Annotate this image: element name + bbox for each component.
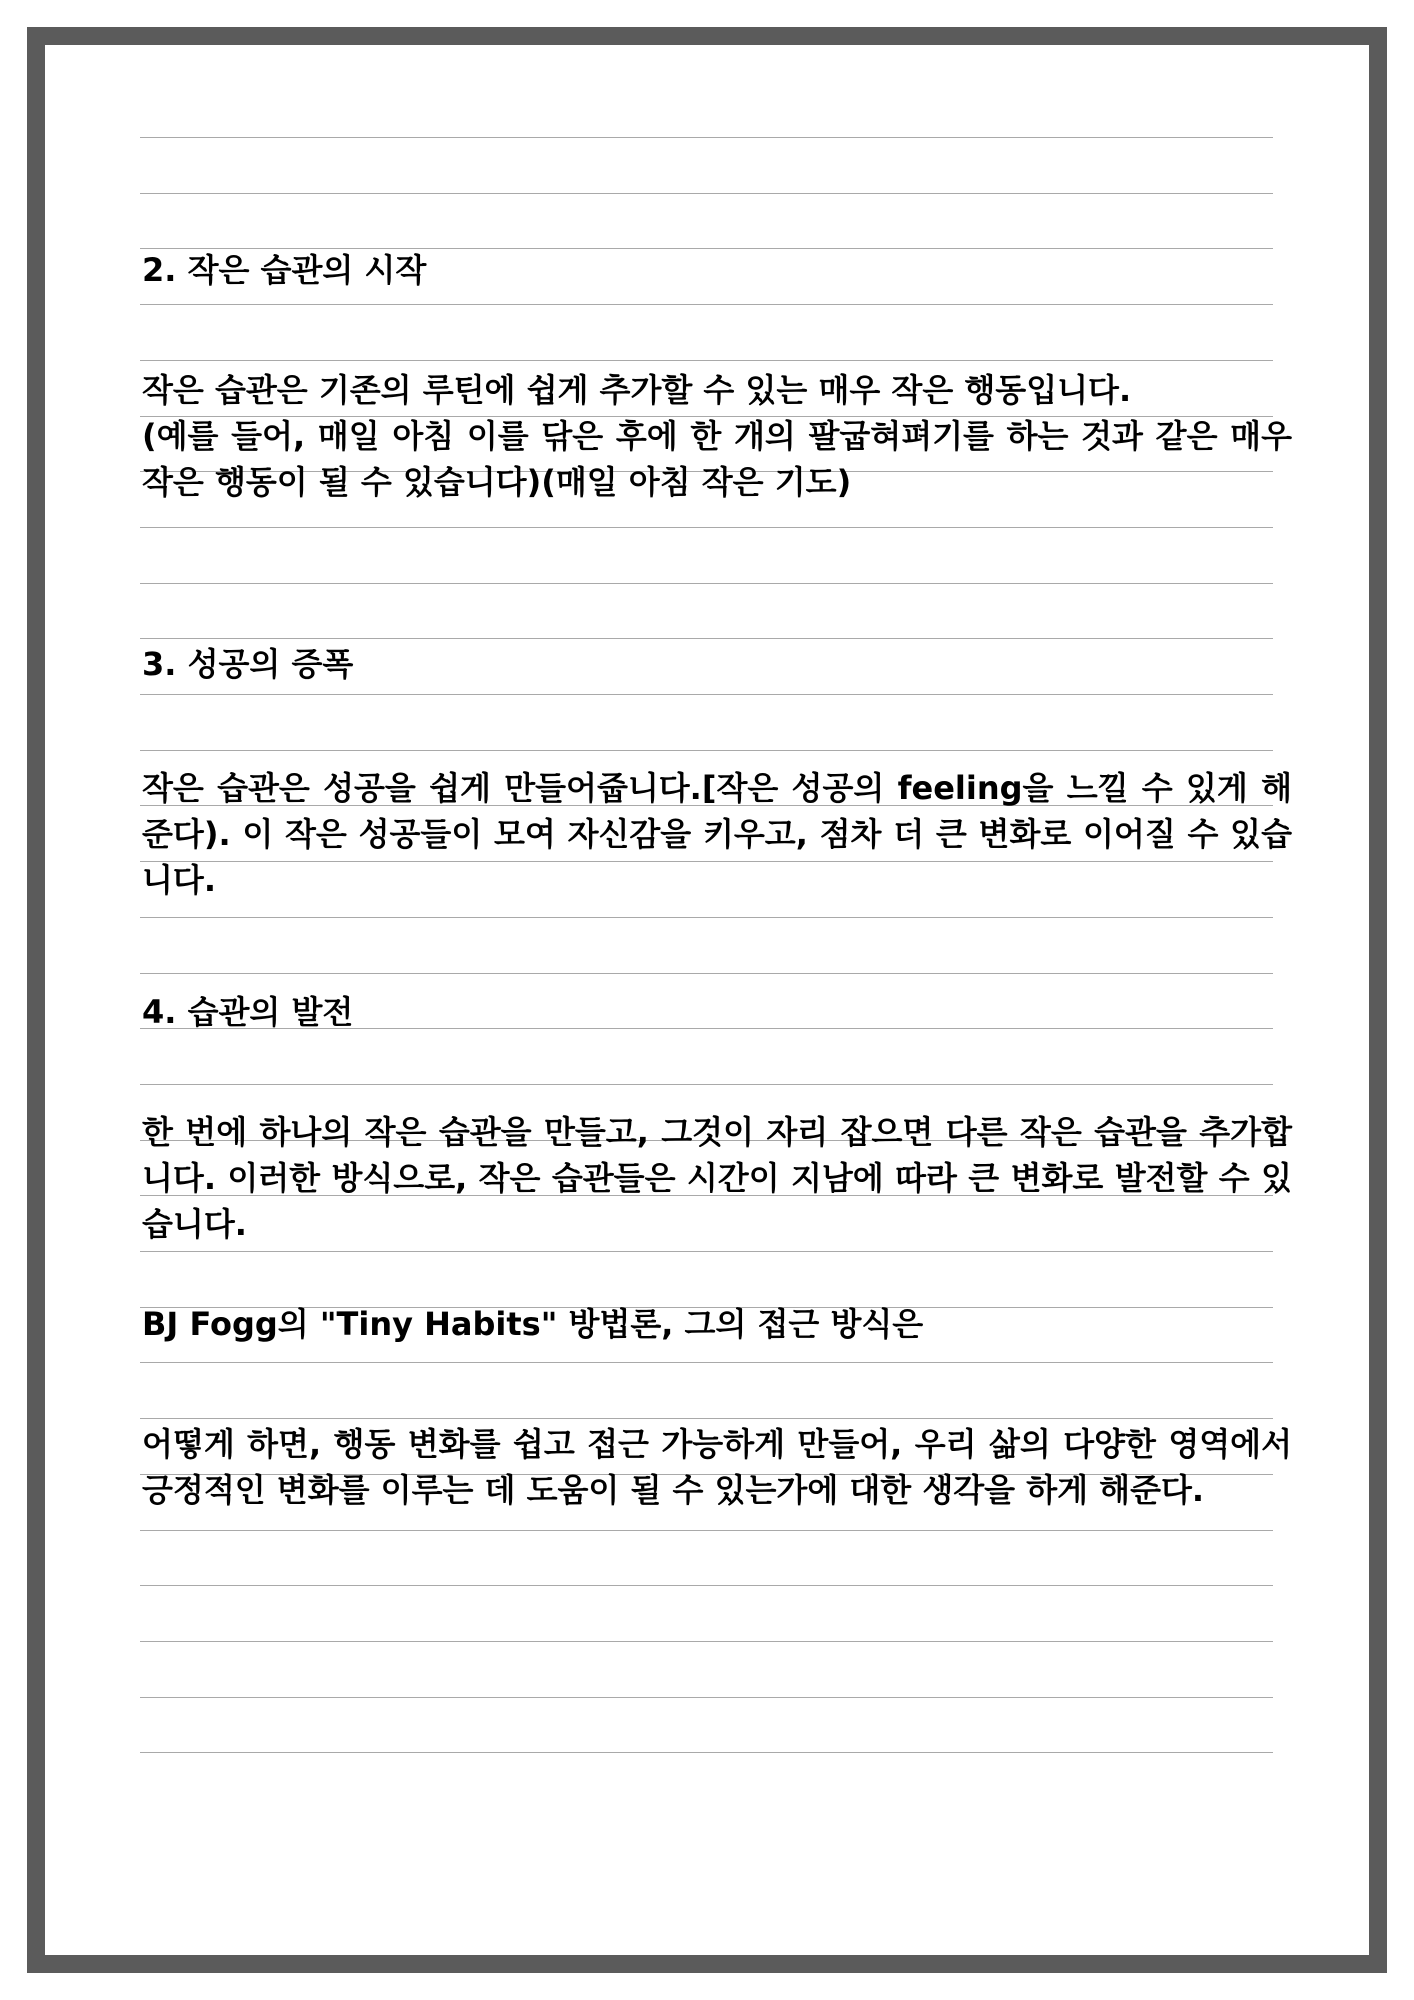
section-2-heading: 2. 작은 습관의 시작 bbox=[142, 251, 427, 289]
section-2-body: 작은 습관은 기존의 루틴에 쉽게 추가할 수 있는 매우 작은 행동입니다. (예를 들어, 매일 아침 이를 닦은 후에 한 개의 팔굽혀펴기를 하는 것과 같은 매우 작은 행동이 될 수 있습니다)(매일 아침 작은 기도) bbox=[142, 371, 1292, 501]
ruled-line bbox=[140, 1084, 1273, 1085]
ruled-line bbox=[140, 583, 1273, 584]
section-3-body: 작은 습관은 성공을 쉽게 만들어줍니다.[작은 성공의 feeling을 느낄 수 있게 해준다). 이 작은 성공들이 모여 자신감을 키우고, 점차 더 큰 변화로 이어질 수 있습니다. bbox=[142, 769, 1292, 899]
ruled-line bbox=[140, 137, 1273, 138]
ruled-line bbox=[140, 304, 1273, 305]
section-4-heading: 4. 습관의 발전 bbox=[142, 993, 354, 1031]
ruled-line bbox=[140, 527, 1273, 528]
ruled-line bbox=[140, 973, 1273, 974]
ruled-line bbox=[140, 1641, 1273, 1642]
section-4-body: 한 번에 하나의 작은 습관을 만들고, 그것이 자리 잡으면 다른 작은 습관을 추가합니다. 이러한 방식으로, 작은 습관들은 시간이 지남에 따라 큰 변화로 발전할 수 있습니다. bbox=[142, 1113, 1292, 1243]
ruled-line bbox=[140, 360, 1273, 361]
ruled-line bbox=[140, 1530, 1273, 1531]
ruled-line bbox=[140, 1697, 1273, 1698]
ruled-line bbox=[140, 1418, 1273, 1419]
ruled-line bbox=[140, 750, 1273, 751]
ruled-line bbox=[140, 694, 1273, 695]
ruled-line bbox=[140, 193, 1273, 194]
ruled-line bbox=[140, 248, 1273, 249]
ruled-line bbox=[140, 1752, 1273, 1753]
ruled-line bbox=[140, 638, 1273, 639]
bj-fogg-body: 어떻게 하면, 행동 변화를 쉽고 접근 가능하게 만들어, 우리 삶의 다양한 영역에서 긍정적인 변화를 이루는 데 도움이 될 수 있는가에 대한 생각을 하게 해준다. bbox=[142, 1425, 1292, 1509]
ruled-line bbox=[140, 1362, 1273, 1363]
bj-fogg-heading: BJ Fogg의 "Tiny Habits" 방법론, 그의 접근 방식은 bbox=[142, 1305, 924, 1343]
ruled-line bbox=[140, 1585, 1273, 1586]
ruled-line bbox=[140, 1251, 1273, 1252]
ruled-line bbox=[140, 917, 1273, 918]
section-3-heading: 3. 성공의 증폭 bbox=[142, 645, 354, 683]
